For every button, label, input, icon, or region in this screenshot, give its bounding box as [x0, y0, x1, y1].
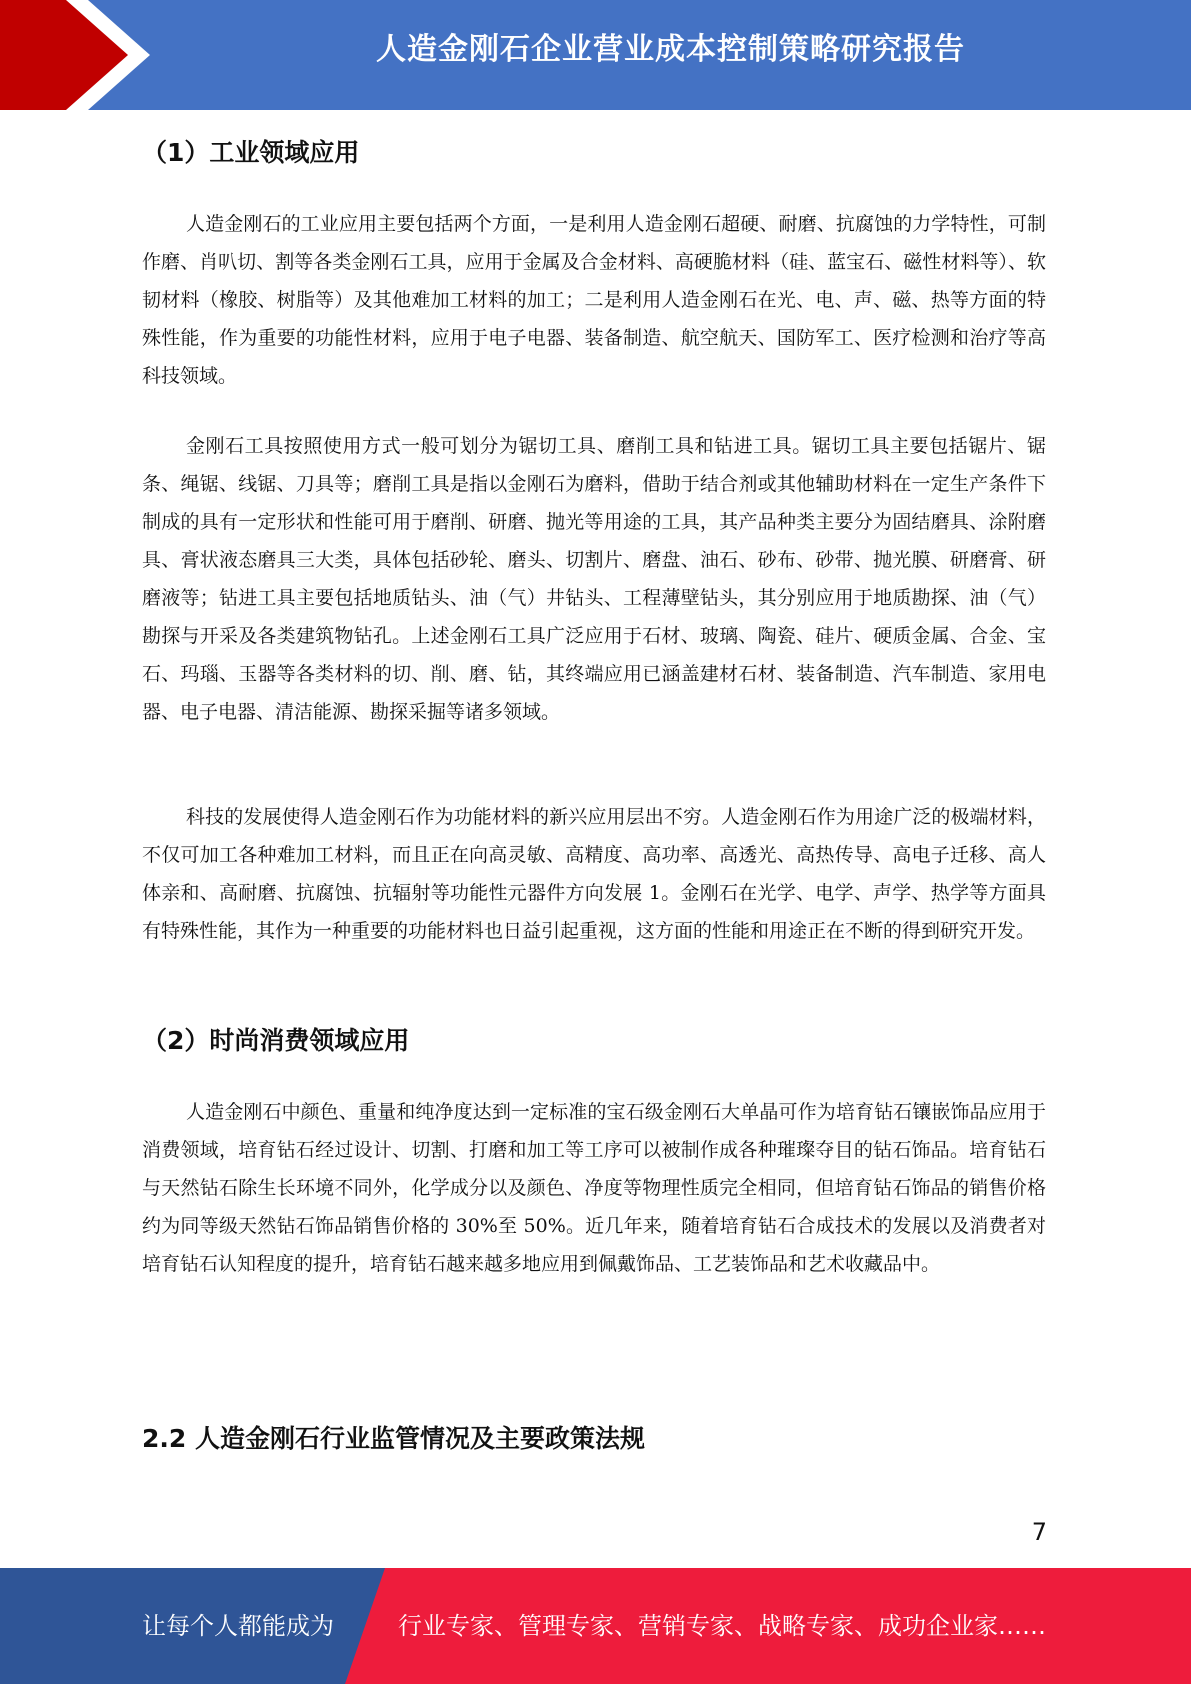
- paragraph-consumer: 人造金刚石中颜色、重量和纯净度达到一定标准的宝石级金刚石大单晶可作为培育钻石镶嵌饰品应用于消费领域，培育钻石经过设计、切割、打磨和加工等工序可以被制作成各种璀璨夺目的钻石饰品。培育钻石与天然钻石除生长环境不同外，化学成分以及颜色、净度等物理性质完全相同，但培育钻石饰品的销售价格约为同等级天然钻石饰品销售价格的 30%至 50%。近几年来，随着培育钻石合成技术的发展以及消费者对培育钻石认知程度的提升，培育钻石越来越多地应用到佩戴饰品、工艺装饰品和艺术收藏品中。: [142, 1101, 1046, 1275]
- header-banner: [0, 0, 1191, 110]
- chevron-arrow-icon: [0, 0, 150, 110]
- footer-slogan-left: 让每个人都能成为: [142, 1612, 334, 1640]
- paragraph-industrial-2: 金刚石工具按照使用方式一般可划分为锯切工具、磨削工具和钻进工具。锯切工具主要包括锯片、锯条、绳锯、线锯、刀具等；磨削工具是指以金刚石为磨料，借助于结合剂或其他辅助材料在一定生产条件下制成的具有一定形状和性能可用于磨削、研磨、抛光等用途的工具，其产品种类主要分为固结磨具、涂附磨具、膏状液态磨具三大类，具体包括砂轮、磨头、切割片、磨盘、油石、砂布、砂带、抛光膜、研磨膏、研磨液等；钻进工具主要包括地质钻头、油（气）井钻头、工程薄壁钻头，其分别应用于地质勘探、油（气）勘探与开采及各类建筑物钻孔。上述金刚石工具广泛应用于石材、玻璃、陶瓷、硅片、硬质金属、合金、宝石、玛瑙、玉器等各类材料的切、削、磨、钻，其终端应用已涵盖建材石材、装备制造、汽车制造、家用电器、电子电器、清洁能源、勘探采掘等诸多领域。: [142, 435, 1046, 723]
- paragraph-industrial-3: 科技的发展使得人造金刚石作为功能材料的新兴应用层出不穷。人造金刚石作为用途广泛的极端材料，不仅可加工各种难加工材料，而且正在向高灵敏、高精度、高功率、高透光、高热传导、高电子迁移、高人体亲和、高耐磨、抗腐蚀、抗辐射等功能性元器件方向发展 1。金刚石在光学、电学、声学、热学等方面具有特殊性能，其作为一种重要的功能材料也日益引起重视，这方面的性能和用途正在不断的得到研究开发。: [142, 806, 1046, 942]
- subheading-industrial: （1）工业领域应用: [142, 138, 360, 167]
- footer-banner: [0, 1568, 1191, 1684]
- section-title: 2.2 人造金刚石行业监管情况及主要政策法规: [142, 1424, 645, 1453]
- page-number: 7: [1031, 1518, 1047, 1546]
- footer-slogan-right: 行业专家、管理专家、营销专家、战略专家、成功企业家……: [398, 1612, 1046, 1640]
- report-title: 人造金刚石企业营业成本控制策略研究报告: [376, 32, 965, 67]
- paragraph-industrial-1: 人造金刚石的工业应用主要包括两个方面，一是利用人造金刚石超硬、耐磨、抗腐蚀的力学特性，可制作磨、肖叭切、割等各类金刚石工具，应用于金属及合金材料、高硬脆材料（硅、蓝宝石、磁性材料等）、软韧材料（橡胶、树脂等）及其他难加工材料的加工；二是利用人造金刚石在光、电、声、磁、热等方面的特殊性能，作为重要的功能性材料，应用于电子电器、装备制造、航空航天、国防军工、医疗检测和治疗等高科技领域。: [142, 213, 1046, 387]
- subheading-consumer: （2）时尚消费领域应用: [142, 1026, 410, 1055]
